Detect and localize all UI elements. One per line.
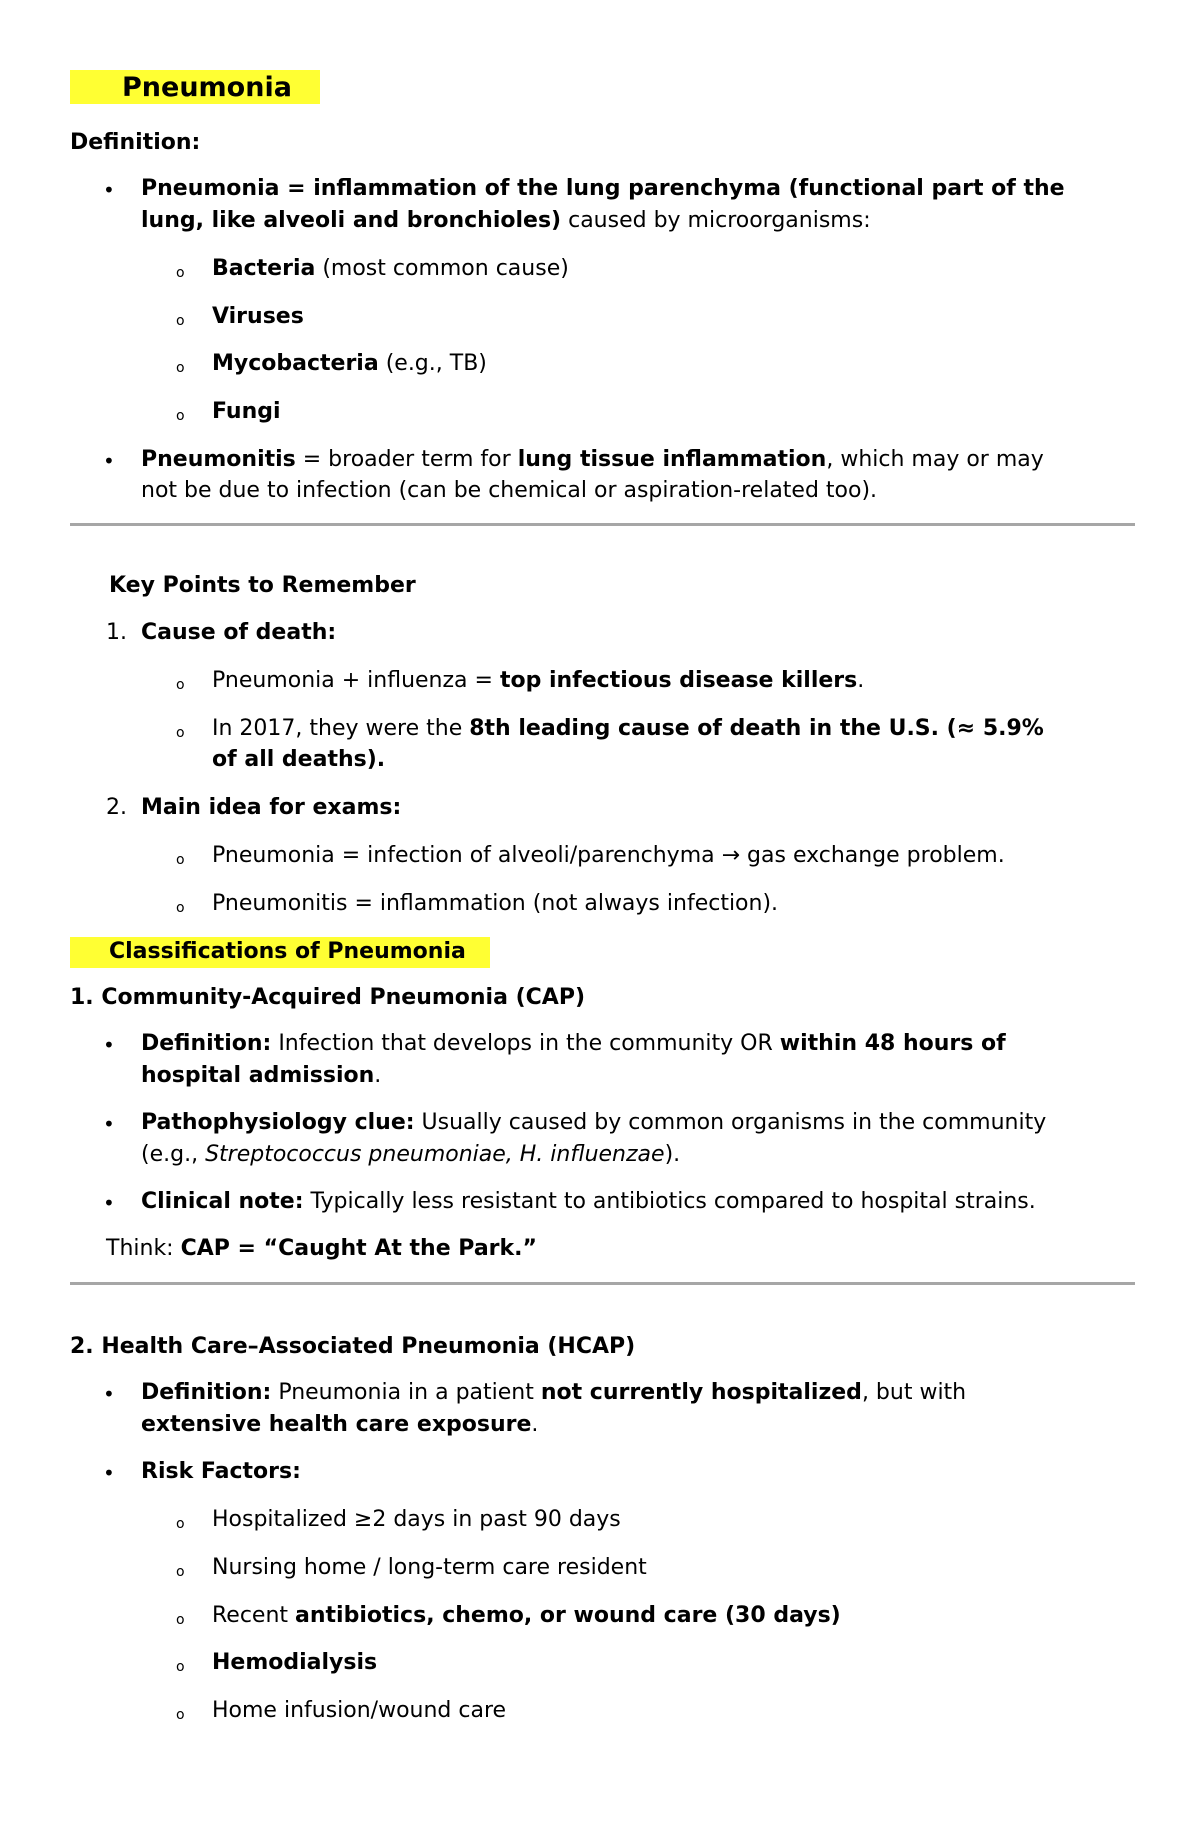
cause-item: Mycobacteria (e.g., TB): [212, 351, 487, 376]
cause-item: Fungi: [212, 399, 281, 424]
list-number: 2.: [106, 795, 127, 820]
pneumonitis-line1: Pneumonitis = broader term for lung tissue inflammation, which may or may: [141, 447, 1044, 472]
bullet-glyph: •: [103, 1112, 115, 1136]
hcap-heading: 2. Health Care–Associated Pneumonia (HCAP): [70, 1334, 636, 1359]
bullet-glyph: •: [103, 1382, 115, 1406]
circle-glyph: o: [176, 1564, 185, 1580]
risk-factor-item: Home infusion/wound care: [212, 1698, 507, 1723]
list-number: 1.: [106, 620, 127, 645]
key-point-label: Cause of death:: [141, 620, 337, 645]
horizontal-rule: [70, 1282, 1135, 1285]
cap-patho-line1: Pathophysiology clue: Usually caused by common organisms in the community: [141, 1110, 1047, 1135]
circle-glyph: o: [176, 265, 185, 281]
cap-clinical-note: Clinical note: Typically less resistant to antibiotics compared to hospital strains.: [141, 1189, 1036, 1214]
cap-heading: 1. Community-Acquired Pneumonia (CAP): [70, 985, 586, 1010]
page-title: Pneumonia: [70, 70, 320, 104]
circle-glyph: o: [176, 900, 185, 916]
circle-glyph: o: [176, 1516, 185, 1532]
key-point-sub: In 2017, they were the 8th leading cause of death in the U.S. (≈ 5.9%: [212, 716, 1044, 741]
circle-glyph: o: [176, 360, 185, 376]
bullet-glyph: •: [103, 1191, 115, 1215]
bullet-glyph: •: [103, 178, 115, 202]
bullet-glyph: •: [103, 1033, 115, 1057]
pneumonitis-line2: not be due to infection (can be chemical or aspiration-related too).: [141, 478, 878, 503]
bullet-glyph: •: [103, 449, 115, 473]
definition-label: Definition:: [70, 130, 201, 155]
key-point-label: Main idea for exams:: [141, 795, 402, 820]
cap-definition-line2: hospital admission.: [141, 1063, 382, 1088]
circle-glyph: o: [176, 408, 185, 424]
hcap-definition-line1: Definition: Pneumonia in a patient not currently hospitalized, but with: [141, 1380, 967, 1405]
cap-definition-line1: Definition: Infection that develops in the community OR within 48 hours of: [141, 1031, 1006, 1056]
definition-text-line1: Pneumonia = inflammation of the lung parenchyma (functional part of the: [141, 176, 1065, 201]
circle-glyph: o: [176, 1707, 185, 1723]
risk-factor-item: Hemodialysis: [212, 1650, 378, 1675]
hcap-definition-line2: extensive health care exposure.: [141, 1412, 539, 1437]
cap-patho-line2: (e.g., Streptococcus pneumoniae, H. influenzae).: [141, 1142, 681, 1167]
circle-glyph: o: [176, 677, 185, 693]
circle-glyph: o: [176, 852, 185, 868]
key-point-sub: Pneumonia = infection of alveoli/parenchyma → gas exchange problem.: [212, 843, 1005, 868]
horizontal-rule: [70, 523, 1135, 526]
key-points-heading: Key Points to Remember: [109, 573, 416, 598]
cause-item: Viruses: [212, 304, 304, 329]
risk-factor-item: Nursing home / long-term care resident: [212, 1555, 647, 1580]
hcap-risk-label: Risk Factors:: [141, 1459, 301, 1484]
cause-item: Bacteria (most common cause): [212, 256, 569, 281]
circle-glyph: o: [176, 1612, 185, 1628]
circle-glyph: o: [176, 725, 185, 741]
classifications-heading: Classifications of Pneumonia: [70, 937, 490, 968]
definition-text-line2: lung, like alveoli and bronchioles) caused by microorganisms:: [141, 208, 871, 233]
risk-factor-item: Recent antibiotics, chemo, or wound care (30 days): [212, 1603, 841, 1628]
risk-factor-item: Hospitalized ≥2 days in past 90 days: [212, 1507, 621, 1532]
circle-glyph: o: [176, 1659, 185, 1675]
cap-mnemonic: Think: CAP = “Caught At the Park.”: [106, 1236, 537, 1261]
circle-glyph: o: [176, 313, 185, 329]
key-point-sub-line2: of all deaths).: [212, 747, 386, 772]
key-point-sub: Pneumonitis = inflammation (not always infection).: [212, 891, 779, 916]
key-point-sub: Pneumonia + influenza = top infectious disease killers.: [212, 668, 865, 693]
bullet-glyph: •: [103, 1461, 115, 1485]
